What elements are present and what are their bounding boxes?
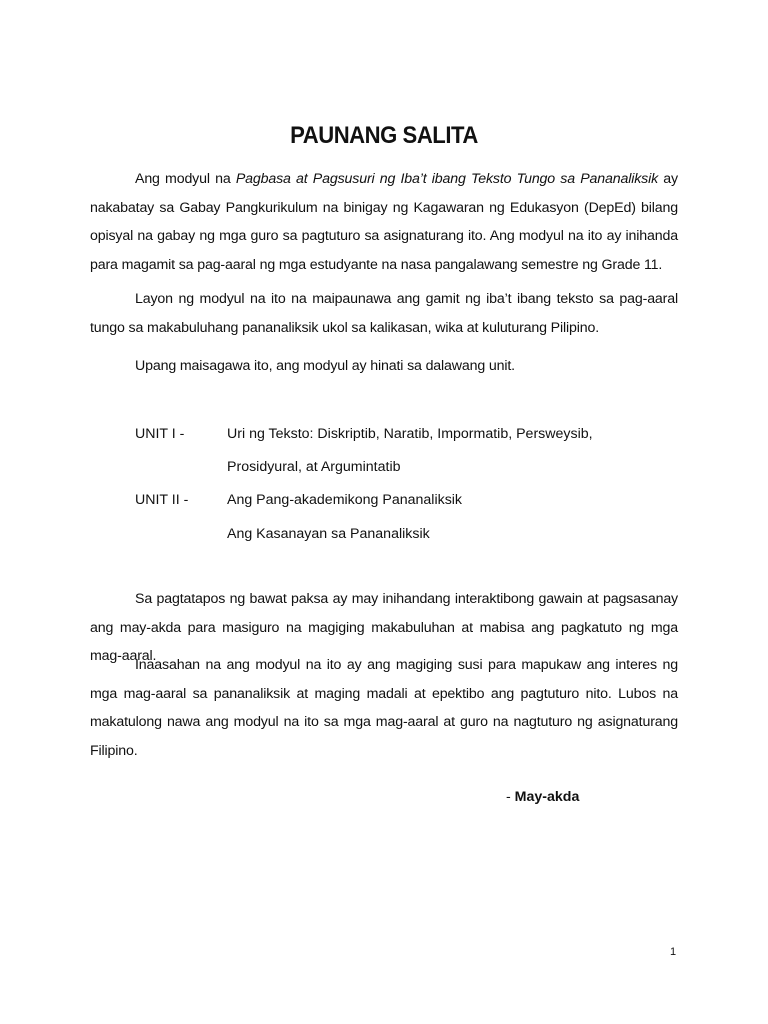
author-name: May-akda: [514, 789, 580, 805]
signature-dash: -: [506, 789, 515, 805]
paragraph-division: Upang maisagawa ito, ang modyul ay hinati sa dalawang unit.: [135, 358, 515, 374]
page-title: PAUNANG SALITA: [290, 122, 478, 149]
paragraph-intro-text-start: Ang modyul na: [135, 171, 236, 187]
unit-description: Ang Pang-akademikong Pananaliksik: [227, 492, 463, 508]
paragraph-objective: Layon ng modyul na ito na maipaunawa ang gamit ng iba’t ibang teksto sa pag-aaral tungo sa makabuluhang pananaliksik ukol sa kalikasan, wika at kuluturang Pilipino.: [90, 291, 678, 336]
page-number: 1: [670, 946, 677, 958]
unit-description: Prosidyural, at Argumintatib: [227, 459, 401, 475]
unit-description: Uri ng Teksto: Diskriptib, Naratib, Impormatib, Persweysib,: [227, 426, 593, 442]
paragraph-intro-text-end: ay nakabatay sa Gabay Pangkurikulum na binigay ng Kagawaran ng Edukasyon (DepEd) bilang opisyal na gabay ng mga guro sa pagtuturo sa asignaturang ito. Ang modyul na ito ay inihanda para magamit sa pag-aaral ng mga estudyante na nasa pangalawang semestre ng Grade 11.: [90, 171, 678, 273]
unit-description: Ang Kasanayan sa Pananaliksik: [227, 526, 430, 542]
author-signature: [506, 789, 579, 805]
paragraph-activities: Sa pagtatapos ng bawat paksa ay may inihandang interaktibong gawain at pagsasanay ang may-akda para masiguro na magiging makabuluhan at mabisa ang pagkatuto ng mga mag-aaral.: [90, 591, 678, 664]
unit-label: UNIT II -: [135, 492, 189, 508]
module-title-italic: Pagbasa at Pagsusuri ng Iba’t ibang Teksto Tungo sa Pananaliksik: [235, 171, 659, 187]
paragraph-intro: [90, 165, 678, 279]
paragraph-expectation: Inaasahan na ang modyul na ito ay ang magiging susi para mapukaw ang interes ng mga mag-aaral sa pananaliksik at maging madali at epektibo ang pagtuturo nito. Lubos na makatulong nawa ang modyul na ito sa mga mag-aaral at guro na nagtuturo ng asignaturang Filipino.: [90, 657, 678, 759]
unit-label: UNIT I -: [135, 426, 185, 442]
